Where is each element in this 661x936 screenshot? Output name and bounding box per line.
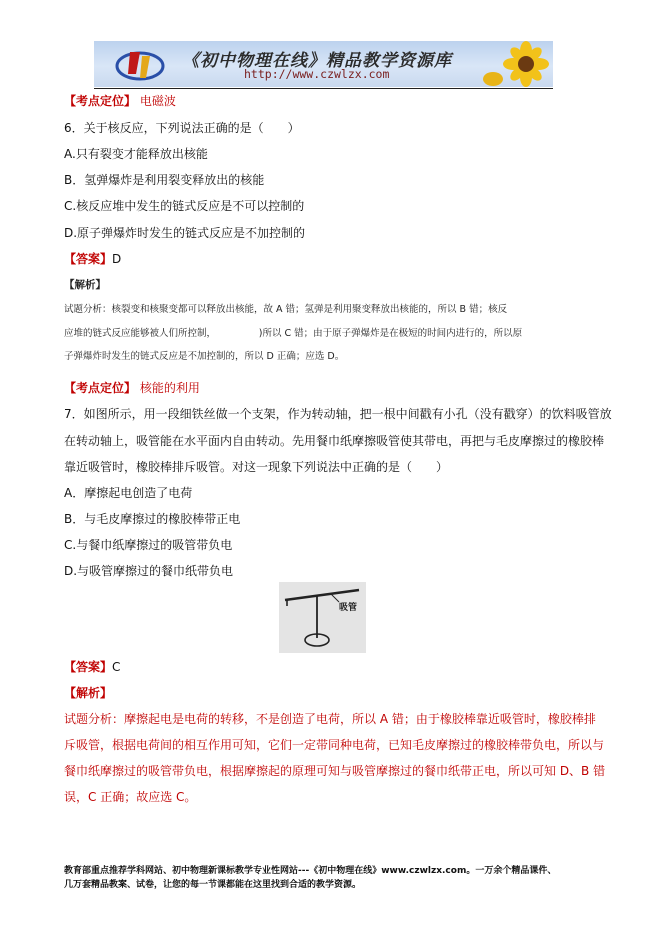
- footer-line-2: 几万套精品教案、试卷，让您的每一节课都能在这里找到合适的教学资源。: [64, 880, 362, 890]
- q6-analysis-image: [64, 276, 554, 370]
- q6-analysis-line-3: 子弹爆炸时发生的链式反应是不加控制的，所以 D 正确；应选 D。: [64, 351, 345, 362]
- q6-answer: D: [112, 252, 122, 266]
- header-banner: [94, 41, 553, 87]
- q6-topic-line: [64, 379, 200, 397]
- site-logo-icon: [114, 44, 166, 84]
- q7-analysis-line-2: 斥吸管，根据电荷间的相互作用可知，它们一定带同种电荷，已知毛皮摩擦过的橡胶棒带负电，所以与: [64, 738, 605, 752]
- banner-url: http://www.czwlzx.com: [244, 67, 390, 81]
- q7-stem-line-1: 7．如图所示，用一段细铁丝做一个支架，作为转动轴，把一根中间戳有小孔（没有戳穿）的饮料吸管放: [64, 407, 612, 421]
- q6-option-c: C.核反应堆中发生的链式反应是不可以控制的: [64, 199, 305, 213]
- q7-stem-line-2: 在转动轴上，吸管能在水平面内自由转动。先用餐巾纸摩擦吸管使其带电，再把与毛皮摩擦过的橡胶棒: [64, 434, 605, 448]
- q7-analysis-line-4: 误，C 正确；故应选 C。: [64, 790, 197, 804]
- q6-answer-label: 【答案】: [64, 252, 113, 266]
- q7-figure: [279, 582, 366, 653]
- q7-analysis-line-1: 试题分析：摩擦起电是电荷的转移，不是创造了电荷，所以 A 错；由于橡胶棒靠近吸管时，橡胶棒排: [64, 712, 596, 726]
- q6-topic-label: 【考点定位】: [64, 381, 137, 395]
- q6-topic: 核能的利用: [139, 381, 200, 395]
- q6-analysis-line-1: 试题分析：核裂变和核聚变都可以释放出核能，故 A 错；氢弹是利用聚变释放出核能的，所以 B 错；核反: [64, 304, 508, 315]
- sunflower-icon: [481, 41, 551, 87]
- q6-option-b: B．氢弹爆炸是利用裂变释放出的核能: [64, 173, 265, 187]
- q5-topic: 电磁波: [139, 94, 176, 108]
- straw-stand-diagram: [279, 582, 366, 653]
- q7-option-d: D.与吸管摩擦过的餐巾纸带负电: [64, 564, 234, 578]
- q5-topic-label: 【考点定位】: [64, 94, 137, 108]
- q7-option-c: C.与餐巾纸摩擦过的吸管带负电: [64, 538, 233, 552]
- q6-answer-line: [64, 250, 121, 268]
- q7-option-a: A．摩擦起电创造了电荷: [64, 486, 193, 500]
- q6-analysis-label: 【解析】: [64, 279, 106, 291]
- figure-straw-label: 吸管: [339, 603, 358, 613]
- header-rule: [94, 88, 553, 89]
- q7-answer-label: 【答案】: [64, 660, 113, 674]
- q5-topic-line: [64, 92, 176, 110]
- banner-title: 《初中物理在线》精品教学资源库: [182, 51, 452, 71]
- q6-analysis-line-2: 应堆的链式反应能够被人们所控制， )所以 C 错；由于原子弹爆炸是在极短的时间内进行的，所以原: [64, 328, 523, 339]
- q7-answer-line: [64, 658, 120, 676]
- footer-line-1: 教育部重点推荐学科网站、初中物理新课标教学专业性网站---《初中物理在线》www.czwlzx.com。一万余个精品课件、: [64, 866, 557, 876]
- q7-analysis-label: 【解析】: [64, 686, 113, 700]
- q6-stem: 6．关于核反应，下列说法正确的是（ ）: [64, 121, 300, 135]
- q7-option-b: B．与毛皮摩擦过的橡胶棒带正电: [64, 512, 241, 526]
- q7-analysis-line-3: 餐巾纸摩擦过的吸管带负电，根据摩擦起的原理可知与吸管摩擦过的餐巾纸带正电，所以可知 D、B 错: [64, 764, 606, 778]
- q6-option-a: A.只有裂变才能释放出核能: [64, 147, 208, 161]
- q7-answer: C: [112, 660, 121, 674]
- q7-stem-line-3: 靠近吸管时，橡胶棒排斥吸管。对这一现象下列说法中正确的是（ ）: [64, 460, 449, 474]
- q6-option-d: D.原子弹爆炸时发生的链式反应是不加控制的: [64, 226, 306, 240]
